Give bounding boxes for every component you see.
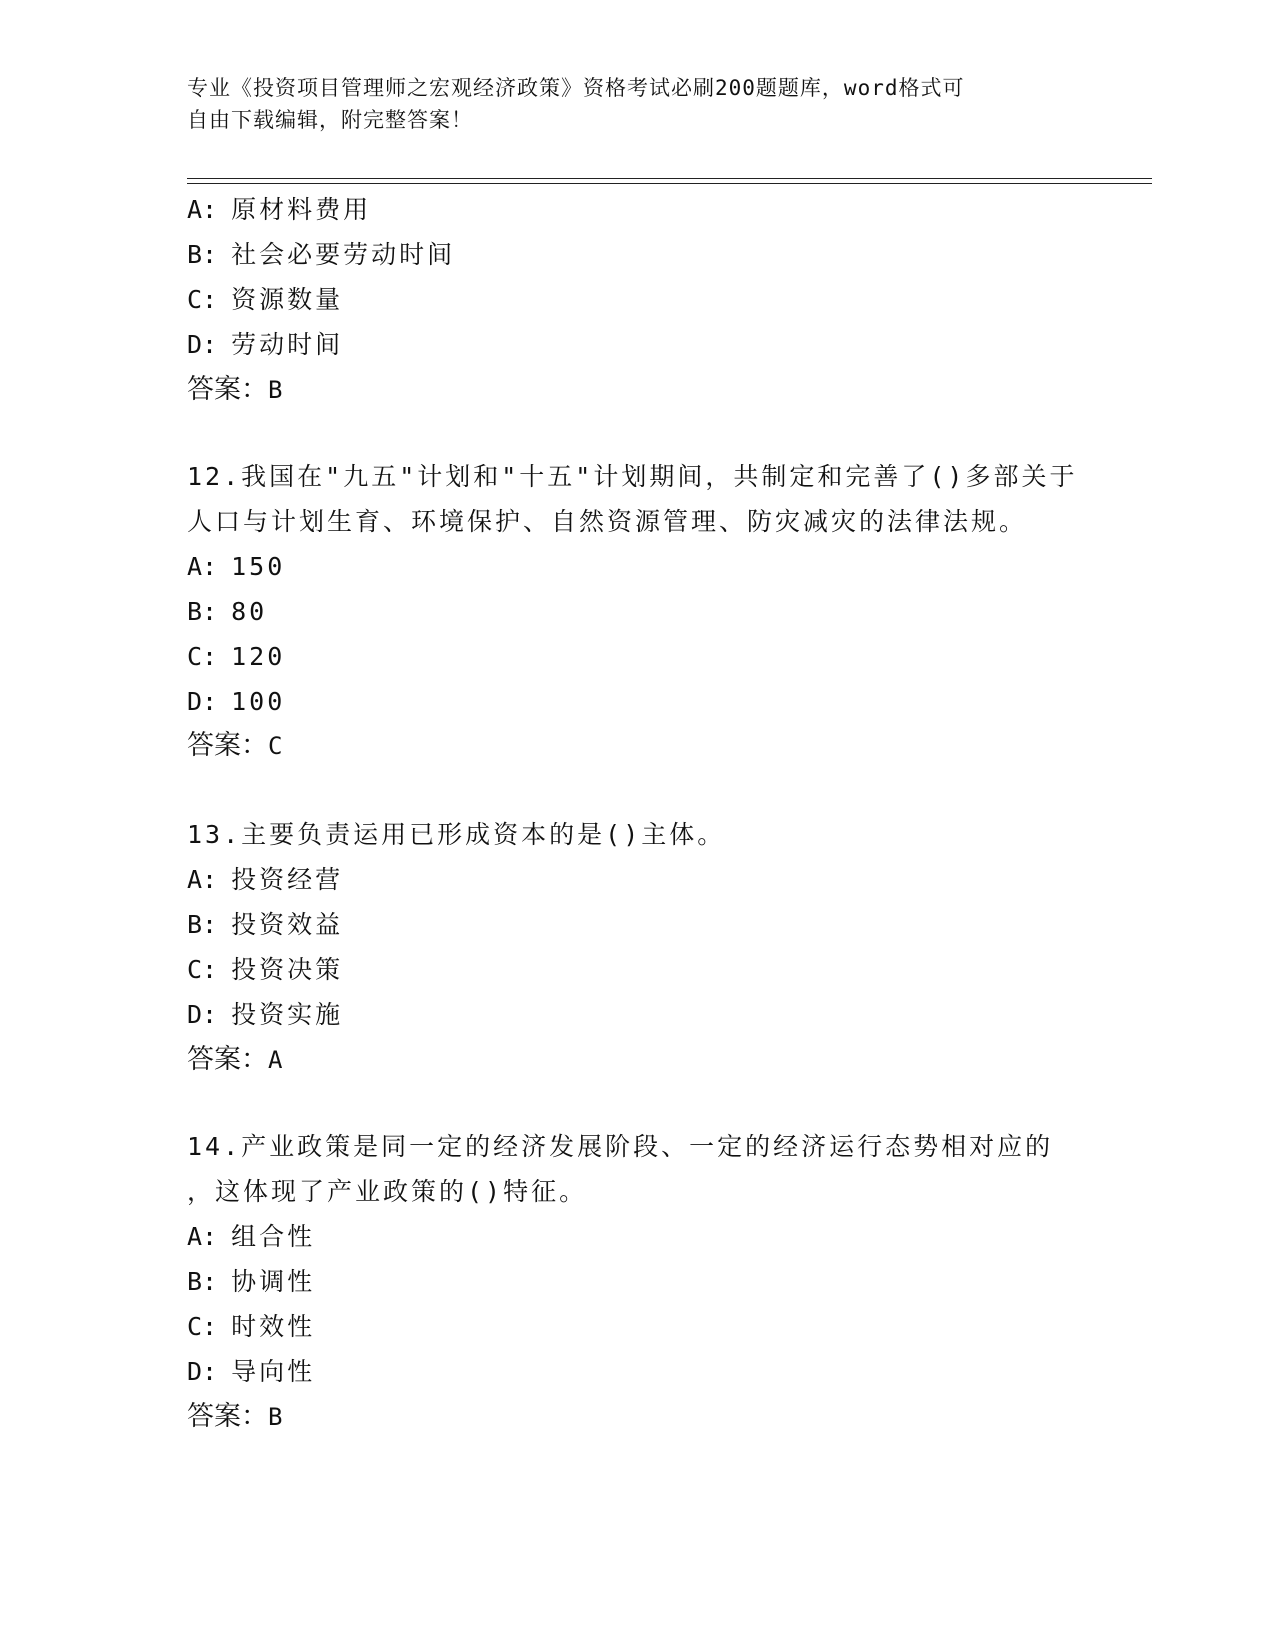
q12-option-d: D: 100 bbox=[187, 687, 286, 716]
header-line-2: 自由下载编辑，附完整答案！ bbox=[187, 108, 473, 132]
q11-option-c: C: 资源数量 bbox=[187, 285, 344, 314]
q14-stem-line-1: 14.产业政策是同一定的经济发展阶段、一定的经济运行态势相对应的 bbox=[187, 1132, 1054, 1161]
q13-answer: 答案：A bbox=[187, 1044, 283, 1075]
q12-option-a: A: 150 bbox=[187, 552, 286, 581]
q11-answer: 答案：B bbox=[187, 374, 283, 405]
q14-option-d: D: 导向性 bbox=[187, 1357, 316, 1386]
document-header bbox=[187, 72, 1067, 136]
q12-option-b: B: 80 bbox=[187, 597, 268, 626]
q11-option-b: B: 社会必要劳动时间 bbox=[187, 240, 456, 269]
header-rule-bottom bbox=[187, 183, 1152, 184]
q12-stem-line-2: 人口与计划生育、环境保护、自然资源管理、防灾减灾的法律法规。 bbox=[187, 507, 1028, 536]
q11-option-a: A: 原材料费用 bbox=[187, 195, 372, 224]
q13-option-b: B: 投资效益 bbox=[187, 910, 344, 939]
header-rule-top bbox=[187, 178, 1152, 179]
q12-option-c: C: 120 bbox=[187, 642, 286, 671]
q13-option-c: C: 投资决策 bbox=[187, 955, 344, 984]
q14-option-c: C: 时效性 bbox=[187, 1312, 316, 1341]
q13-stem-line-1: 13.主要负责运用已形成资本的是()主体。 bbox=[187, 820, 726, 849]
header-line-1: 专业《投资项目管理师之宏观经济政策》资格考试必刷200题题库，word格式可 bbox=[187, 76, 965, 100]
q14-answer: 答案：B bbox=[187, 1401, 283, 1432]
q14-option-b: B: 协调性 bbox=[187, 1267, 316, 1296]
q14-stem-line-2: ，这体现了产业政策的()特征。 bbox=[187, 1177, 588, 1206]
q14-option-a: A: 组合性 bbox=[187, 1222, 316, 1251]
q11-option-d: D: 劳动时间 bbox=[187, 330, 344, 359]
q13-option-d: D: 投资实施 bbox=[187, 1000, 344, 1029]
q13-option-a: A: 投资经营 bbox=[187, 865, 344, 894]
q12-stem-line-1: 12.我国在"九五"计划和"十五"计划期间，共制定和完善了()多部关于 bbox=[187, 462, 1078, 491]
q12-answer: 答案：C bbox=[187, 730, 283, 761]
